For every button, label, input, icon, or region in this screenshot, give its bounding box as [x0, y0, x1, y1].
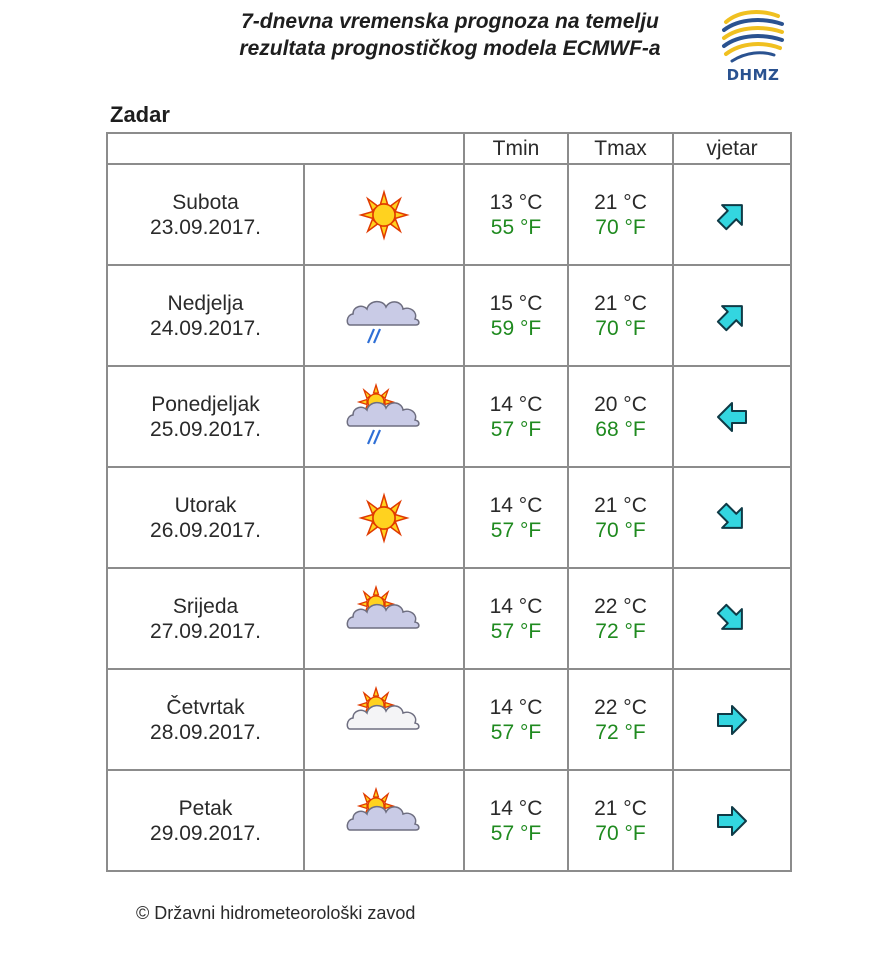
header-tmin: Tmin: [464, 133, 568, 164]
header-tmax: Tmax: [568, 133, 673, 164]
weather-cell: [304, 265, 464, 366]
tmin-cell: [464, 467, 568, 568]
wind-cell: [673, 770, 791, 871]
weather-cell: [304, 770, 464, 871]
tmin-fahrenheit: 59 °F: [490, 316, 542, 340]
title-line-2: rezultata prognostičkog modela ECMWF-a: [239, 37, 661, 60]
tmax-cell: [568, 265, 673, 366]
tmin-celsius: 13 °C: [489, 190, 543, 214]
day-date: 25.09.2017.: [150, 417, 261, 441]
wind-cell: [673, 467, 791, 568]
page-title: [200, 8, 700, 62]
sun-icon: [344, 481, 424, 555]
tmax-fahrenheit: 72 °F: [595, 619, 646, 643]
wind-arrow-southeast-icon: [714, 500, 750, 536]
tmin-fahrenheit: 57 °F: [490, 720, 542, 744]
sun-cloud-icon: [344, 784, 424, 858]
tmax-cell: [568, 164, 673, 265]
day-name: Utorak: [174, 493, 237, 517]
day-name: Ponedjeljak: [151, 392, 260, 416]
tmin-cell: [464, 568, 568, 669]
tmax-fahrenheit: 72 °F: [595, 720, 646, 744]
tmax-cell: [568, 568, 673, 669]
day-date: 27.09.2017.: [150, 619, 261, 643]
table-row: [107, 669, 791, 770]
day-name: Nedjelja: [167, 291, 244, 315]
table-header-row: [107, 133, 791, 164]
tmax-fahrenheit: 70 °F: [595, 518, 646, 542]
wind-cell: [673, 669, 791, 770]
weather-cell: [304, 467, 464, 568]
tmin-celsius: 14 °C: [489, 493, 543, 517]
day-cell: [107, 669, 304, 770]
copyright-footer: © Državni hidrometeorološki zavod: [136, 903, 416, 923]
tmax-cell: [568, 366, 673, 467]
tmin-cell: [464, 669, 568, 770]
wind-arrow-east-icon: [714, 803, 750, 839]
table-row: [107, 568, 791, 669]
day-cell: [107, 568, 304, 669]
tmin-fahrenheit: 57 °F: [490, 821, 542, 845]
tmax-fahrenheit: 70 °F: [595, 821, 646, 845]
tmin-celsius: 14 °C: [489, 392, 543, 416]
tmin-fahrenheit: 57 °F: [490, 417, 542, 441]
day-cell: [107, 164, 304, 265]
table-row: [107, 366, 791, 467]
tmin-cell: [464, 265, 568, 366]
dhmz-swirl-icon: [718, 8, 788, 66]
wind-arrow-west-icon: [714, 399, 750, 435]
tmax-cell: [568, 770, 673, 871]
weather-cell: [304, 669, 464, 770]
tmax-celsius: 20 °C: [594, 392, 647, 416]
day-name: Srijeda: [172, 594, 239, 618]
sun-light-cloud-icon: [344, 683, 424, 757]
wind-cell: [673, 265, 791, 366]
day-cell: [107, 467, 304, 568]
table-row: [107, 164, 791, 265]
wind-cell: [673, 366, 791, 467]
wind-arrow-northeast-icon: [714, 197, 750, 233]
forecast-table: [106, 132, 792, 872]
day-name: Subota: [172, 190, 239, 214]
header-empty-cell: [107, 133, 464, 164]
sun-cloud-rain-icon: [344, 380, 424, 454]
tmax-celsius: 22 °C: [594, 594, 647, 618]
header-wind: vjetar: [673, 133, 791, 164]
title-line-1: 7-dnevna vremenska prognoza na temelju: [241, 10, 659, 33]
day-cell: [107, 366, 304, 467]
day-date: 24.09.2017.: [150, 316, 261, 340]
wind-arrow-northeast-icon: [714, 298, 750, 334]
day-date: 23.09.2017.: [150, 215, 261, 239]
tmin-fahrenheit: 55 °F: [490, 215, 542, 239]
day-cell: [107, 265, 304, 366]
sun-icon: [344, 178, 424, 252]
tmax-fahrenheit: 70 °F: [595, 316, 646, 340]
day-name: Petak: [178, 796, 233, 820]
tmin-cell: [464, 164, 568, 265]
day-date: 26.09.2017.: [150, 518, 261, 542]
tmin-fahrenheit: 57 °F: [490, 518, 542, 542]
wind-cell: [673, 164, 791, 265]
sun-cloud-icon: [344, 582, 424, 656]
day-date: 29.09.2017.: [150, 821, 261, 845]
tmax-celsius: 21 °C: [594, 796, 647, 820]
tmax-celsius: 22 °C: [594, 695, 647, 719]
tmax-fahrenheit: 70 °F: [595, 215, 646, 239]
location-title: Zadar: [110, 102, 170, 127]
weather-cell: [304, 164, 464, 265]
tmax-fahrenheit: 68 °F: [595, 417, 646, 441]
tmin-celsius: 14 °C: [489, 695, 543, 719]
day-date: 28.09.2017.: [150, 720, 261, 744]
tmax-cell: [568, 467, 673, 568]
table-row: [107, 770, 791, 871]
tmin-celsius: 14 °C: [489, 796, 543, 820]
table-row: [107, 265, 791, 366]
wind-cell: [673, 568, 791, 669]
wind-arrow-east-icon: [714, 702, 750, 738]
day-name: Četvrtak: [166, 695, 245, 719]
tmin-fahrenheit: 57 °F: [490, 619, 542, 643]
tmax-celsius: 21 °C: [594, 190, 647, 214]
tmin-celsius: 15 °C: [489, 291, 543, 315]
tmin-cell: [464, 366, 568, 467]
logo-text: DHMZ: [726, 66, 780, 84]
table-row: [107, 467, 791, 568]
tmin-celsius: 14 °C: [489, 594, 543, 618]
weather-cell: [304, 568, 464, 669]
tmax-celsius: 21 °C: [594, 493, 647, 517]
dhmz-logo: [718, 8, 788, 86]
tmin-cell: [464, 770, 568, 871]
day-cell: [107, 770, 304, 871]
cloud-rain-icon: [344, 279, 424, 353]
wind-arrow-southeast-icon: [714, 601, 750, 637]
weather-cell: [304, 366, 464, 467]
tmax-cell: [568, 669, 673, 770]
tmax-celsius: 21 °C: [594, 291, 647, 315]
